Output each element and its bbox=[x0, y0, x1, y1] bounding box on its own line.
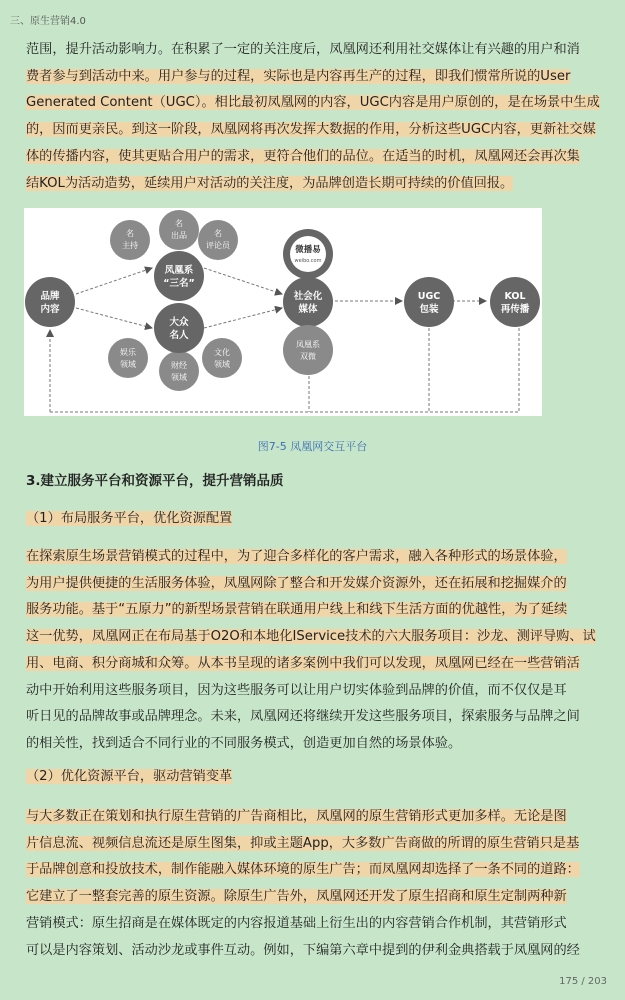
para1-line: 范围，提升活动影响力。在积累了一定的关注度后，凤凰网还利用社交媒体让有兴趣的用户和消 bbox=[26, 42, 580, 57]
svg-text:双微: 双微 bbox=[300, 352, 316, 361]
svg-text:weibo.com: weibo.com bbox=[294, 258, 322, 264]
ifeng-three-famous-node bbox=[154, 251, 204, 301]
paragraph-2 bbox=[26, 544, 602, 758]
weibo-node bbox=[283, 229, 333, 279]
svg-text:凤凰系: 凤凰系 bbox=[164, 265, 194, 276]
para3-line: 可以是内容策划、活动沙龙或事件互动。例如，下编第六章中提到的伊利金典搭载于凤凰网的经 bbox=[26, 942, 580, 958]
interaction-platform-diagram bbox=[24, 208, 542, 416]
svg-text:凤凰系: 凤凰系 bbox=[296, 340, 320, 349]
svg-text:名: 名 bbox=[175, 219, 183, 228]
para3-line: 片信息流、视频信息流还是原生图集，抑或主题App，大多数广告商做的所谓的原生营销只是基 bbox=[26, 835, 580, 851]
famous-produce-node bbox=[159, 210, 199, 250]
subheading-2: （2）优化资源平台，驱动营销变革 bbox=[26, 769, 233, 784]
page-number: 175 / 203 bbox=[559, 976, 607, 987]
para1-line: Generated Content（UGC）。相比最初凤凰网的内容，UGC内容是用户原创的，是在场景中生成 bbox=[26, 95, 600, 111]
para1-line: 体的传播内容，使其更贴合用户的需求，更符合他们的品位。在适当的时机，凤凰网还会再次集 bbox=[26, 148, 580, 164]
figure-caption: 图7-5 凤凰网交互平台 bbox=[257, 440, 368, 453]
paragraph-1 bbox=[26, 37, 602, 197]
ifeng-dual-weibo-node bbox=[283, 325, 333, 375]
entertainment-node bbox=[108, 338, 148, 378]
svg-text:“三名”: “三名” bbox=[163, 278, 195, 289]
para3-line: 营销模式：原生招商是在媒体既定的内容报道基础上衍生出的内容营销合作机制，其营销形式 bbox=[26, 915, 567, 931]
svg-text:大众: 大众 bbox=[169, 317, 189, 328]
svg-text:名人: 名人 bbox=[169, 330, 189, 341]
svg-text:社会化: 社会化 bbox=[293, 291, 323, 302]
svg-text:品牌: 品牌 bbox=[40, 291, 60, 302]
para3-line: 于品牌创意和投放技术，制作能融入媒体环境的原生广告；而凤凰网却选择了一条不同的道路： bbox=[26, 862, 580, 878]
brand-content-node bbox=[25, 277, 75, 327]
svg-text:媒体: 媒体 bbox=[298, 304, 318, 315]
paragraph-3 bbox=[26, 804, 602, 964]
para2-line: 服务功能。基于“五原力”的新型场景营销在联通用户线上和线下生活方面的优越性，为了延续 bbox=[26, 602, 568, 618]
para3-line: 它建立了一整套完善的原生资源。除原生广告外，凤凰网还开发了原生招商和原生定制两种新 bbox=[26, 889, 567, 905]
section-heading: 3.建立服务平台和资源平台，提升营销品质 bbox=[26, 473, 284, 489]
subheading-1: （1）布局服务平台，优化资源配置 bbox=[26, 511, 233, 526]
svg-text:KOL: KOL bbox=[504, 291, 526, 302]
para2-line: 的相关性，找到适合不同行业的不同服务模式，创造更加自然的场景体验。 bbox=[26, 735, 462, 751]
svg-text:微播易: 微播易 bbox=[295, 245, 321, 255]
public-celebrity-node bbox=[154, 303, 204, 353]
svg-text:主持: 主持 bbox=[122, 241, 138, 250]
finance-node bbox=[159, 351, 199, 391]
para2-line: 用、电商、积分商城和众筹。从本书呈现的诸多案例中我们可以发现，凤凰网已经在一些营销活 bbox=[26, 655, 580, 671]
social-media-node bbox=[283, 277, 333, 327]
svg-text:内容: 内容 bbox=[40, 304, 60, 315]
svg-text:评论员: 评论员 bbox=[206, 241, 230, 250]
svg-text:财经: 财经 bbox=[171, 361, 187, 370]
para1-line: 结KOL为活动造势，延续用户对活动的关注度，为品牌创造长期可持续的价值回报。 bbox=[26, 175, 514, 191]
svg-text:再传播: 再传播 bbox=[500, 304, 530, 315]
svg-text:名: 名 bbox=[214, 229, 222, 238]
svg-text:UGC: UGC bbox=[417, 291, 441, 302]
svg-text:领域: 领域 bbox=[171, 373, 187, 382]
chapter-header: 三、原生营销4.0 bbox=[10, 16, 86, 27]
svg-text:包装: 包装 bbox=[419, 304, 439, 315]
para1-line: 费者参与到活动中来。用户参与的过程，实际也是内容再生产的过程，即我们惯常所说的User bbox=[26, 68, 571, 84]
svg-text:领域: 领域 bbox=[120, 360, 136, 369]
para3-line: 与大多数正在策划和执行原生营销的广告商相比，凤凰网的原生营销形式更加多样。无论是图 bbox=[26, 809, 567, 824]
culture-node bbox=[202, 338, 242, 378]
para2-line: 在探索原生场景营销模式的过程中，为了迎合多样化的客户需求，融入各种形式的场景体验， bbox=[26, 549, 567, 564]
svg-text:出品: 出品 bbox=[171, 231, 187, 240]
svg-text:领域: 领域 bbox=[214, 360, 230, 369]
kol-node bbox=[490, 277, 540, 327]
para1-line: 的，因而更亲民。到这一阶段，凤凰网将再次发挥大数据的作用，分析这些UGC内容，更新社交媒 bbox=[26, 122, 596, 138]
famous-host-node bbox=[110, 220, 150, 260]
svg-text:文化: 文化 bbox=[214, 348, 230, 357]
famous-critic-node bbox=[198, 220, 238, 260]
para2-line: 动中开始利用这些服务项目，因为这些服务可以让用户切实体验到品牌的价值，而不仅仅是耳 bbox=[26, 682, 567, 698]
para2-line: 听日见的品牌故事或品牌理念。未来，凤凰网还将继续开发这些服务项目，探索服务与品牌之间 bbox=[26, 709, 580, 725]
para2-line: 为用户提供便捷的生活服务体验，凤凰网除了整合和开发媒介资源外，还在拓展和挖掘媒介的 bbox=[26, 575, 567, 591]
para2-line: 这一优势，凤凰网正在布局基于O2O和本地化IService技术的六大服务项目：沙龙、测评导购、试 bbox=[26, 629, 596, 645]
svg-text:名: 名 bbox=[126, 229, 134, 238]
ugc-node bbox=[404, 277, 454, 327]
svg-text:娱乐: 娱乐 bbox=[120, 348, 136, 357]
